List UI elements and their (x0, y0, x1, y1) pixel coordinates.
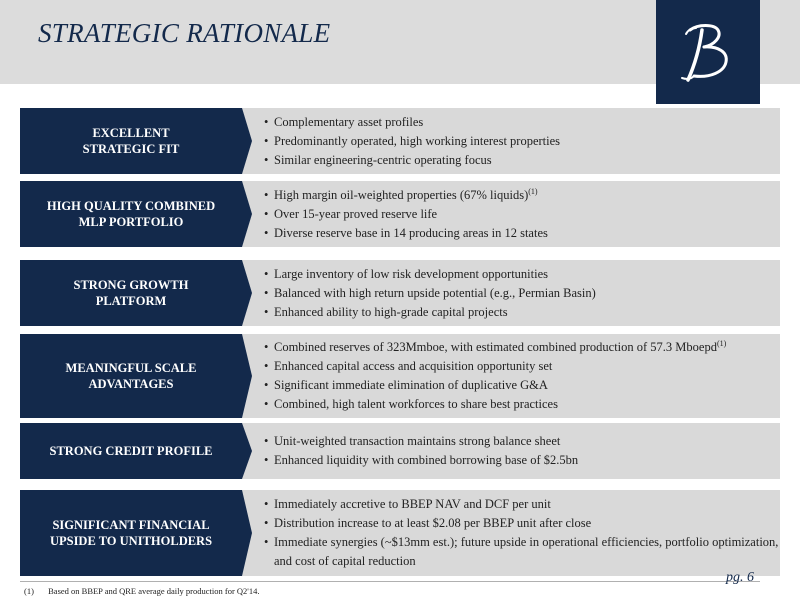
bullet-item (264, 186, 780, 205)
company-logo (656, 0, 760, 104)
row-label (20, 181, 242, 247)
footnote-number: (1) (24, 586, 34, 596)
bullet-text: Diverse reserve base in 14 producing areas in 12 states (274, 225, 548, 240)
bullet-text: Enhanced liquidity with combined borrowing base of $2.5bn (274, 453, 579, 467)
footnote (24, 586, 259, 596)
bullet-text: Predominantly operated, high working interest properties (274, 133, 561, 148)
row-arrow (242, 108, 252, 174)
row-label-text: HIGH QUALITY COMBINED MLP PORTFOLIO (46, 199, 216, 229)
row-bullets (242, 334, 780, 418)
bullet-item (264, 451, 780, 470)
bullet-item (264, 432, 780, 451)
row-label-text: MEANINGFUL SCALE ADVANTAGES (65, 361, 197, 391)
row-label-text: EXCELLENT STRATEGIC FIT (82, 126, 180, 156)
logo-letter-b-icon (656, 0, 760, 104)
page-number: pg. 6 (726, 570, 754, 585)
row-arrow (242, 181, 252, 247)
row-arrow (242, 490, 252, 576)
row-label-text: STRONG GROWTH PLATFORM (73, 278, 189, 308)
bullet-item (264, 205, 780, 224)
row-bullets (242, 490, 780, 576)
bullet-item (264, 132, 780, 151)
bullet-item (264, 533, 780, 571)
bullet-text: Immediately accretive to BBEP NAV and DCF per unit (274, 497, 551, 511)
row-label-text: SIGNIFICANT FINANCIAL UPSIDE TO UNITHOLDERS (49, 518, 213, 548)
bullet-text: Enhanced capital access and acquisition opportunity set (274, 359, 553, 373)
bullet-item (264, 357, 780, 376)
bullet-text: High margin oil-weighted properties (67% liquids) (274, 187, 529, 202)
footnote-text: Based on BBEP and QRE average daily production for Q2'14. (48, 586, 260, 596)
bullet-text: Immediate synergies (~$13mm est.); future upside in operational efficiencies, portfolio optimization, and cost of capital reduction (274, 535, 779, 568)
footnote-reference: (1) (716, 338, 727, 348)
row-arrow (242, 423, 252, 479)
bullet-item (264, 514, 780, 533)
row-label (20, 334, 242, 418)
row-bullets (242, 260, 780, 326)
rationale-row (20, 260, 780, 326)
row-label (20, 423, 242, 479)
bullet-text: Balanced with high return upside potential (e.g., Permian Basin) (274, 285, 596, 300)
bullet-text: Complementary asset profiles (274, 114, 424, 129)
row-arrow (242, 260, 252, 326)
row-label (20, 260, 242, 326)
bullet-text: Significant immediate elimination of duplicative G&A (274, 378, 548, 392)
row-bullets (242, 423, 780, 479)
bullet-item (264, 265, 780, 284)
row-label (20, 490, 242, 576)
bullet-item (264, 495, 780, 514)
row-bullets (242, 108, 780, 174)
bullet-item (264, 376, 780, 395)
bullet-text: Distribution increase to at least $2.08 per BBEP unit after close (274, 516, 592, 530)
row-bullets (242, 181, 780, 247)
row-arrow (242, 334, 252, 418)
bullet-item (264, 224, 780, 243)
bullet-text: Combined reserves of 323Mmboe, with estimated combined production of 57.3 Mboepd (274, 340, 717, 354)
bullet-item (264, 113, 780, 132)
rationale-row (20, 490, 780, 576)
bullet-text: Similar engineering-centric operating focus (274, 152, 492, 167)
footnote-reference: (1) (528, 186, 538, 196)
bullet-item (264, 338, 780, 357)
bullet-text: Combined, high talent workforces to share best practices (274, 397, 558, 411)
rationale-row (20, 334, 780, 418)
bullet-item (264, 151, 780, 170)
footnote-divider (20, 581, 760, 582)
bullet-text: Large inventory of low risk development opportunities (274, 266, 549, 281)
page-title: STRATEGIC RATIONALE (38, 18, 331, 48)
bullet-text: Unit-weighted transaction maintains strong balance sheet (274, 434, 561, 448)
bullet-text: Over 15-year proved reserve life (274, 206, 438, 221)
bullet-text: Enhanced ability to high-grade capital projects (274, 304, 508, 319)
row-label (20, 108, 242, 174)
rationale-row (20, 108, 780, 174)
bullet-item (264, 395, 780, 414)
row-label-text: STRONG CREDIT PROFILE (49, 444, 213, 458)
bullet-item (264, 284, 780, 303)
bullet-item (264, 303, 780, 322)
rationale-row (20, 181, 780, 247)
rationale-row (20, 423, 780, 479)
